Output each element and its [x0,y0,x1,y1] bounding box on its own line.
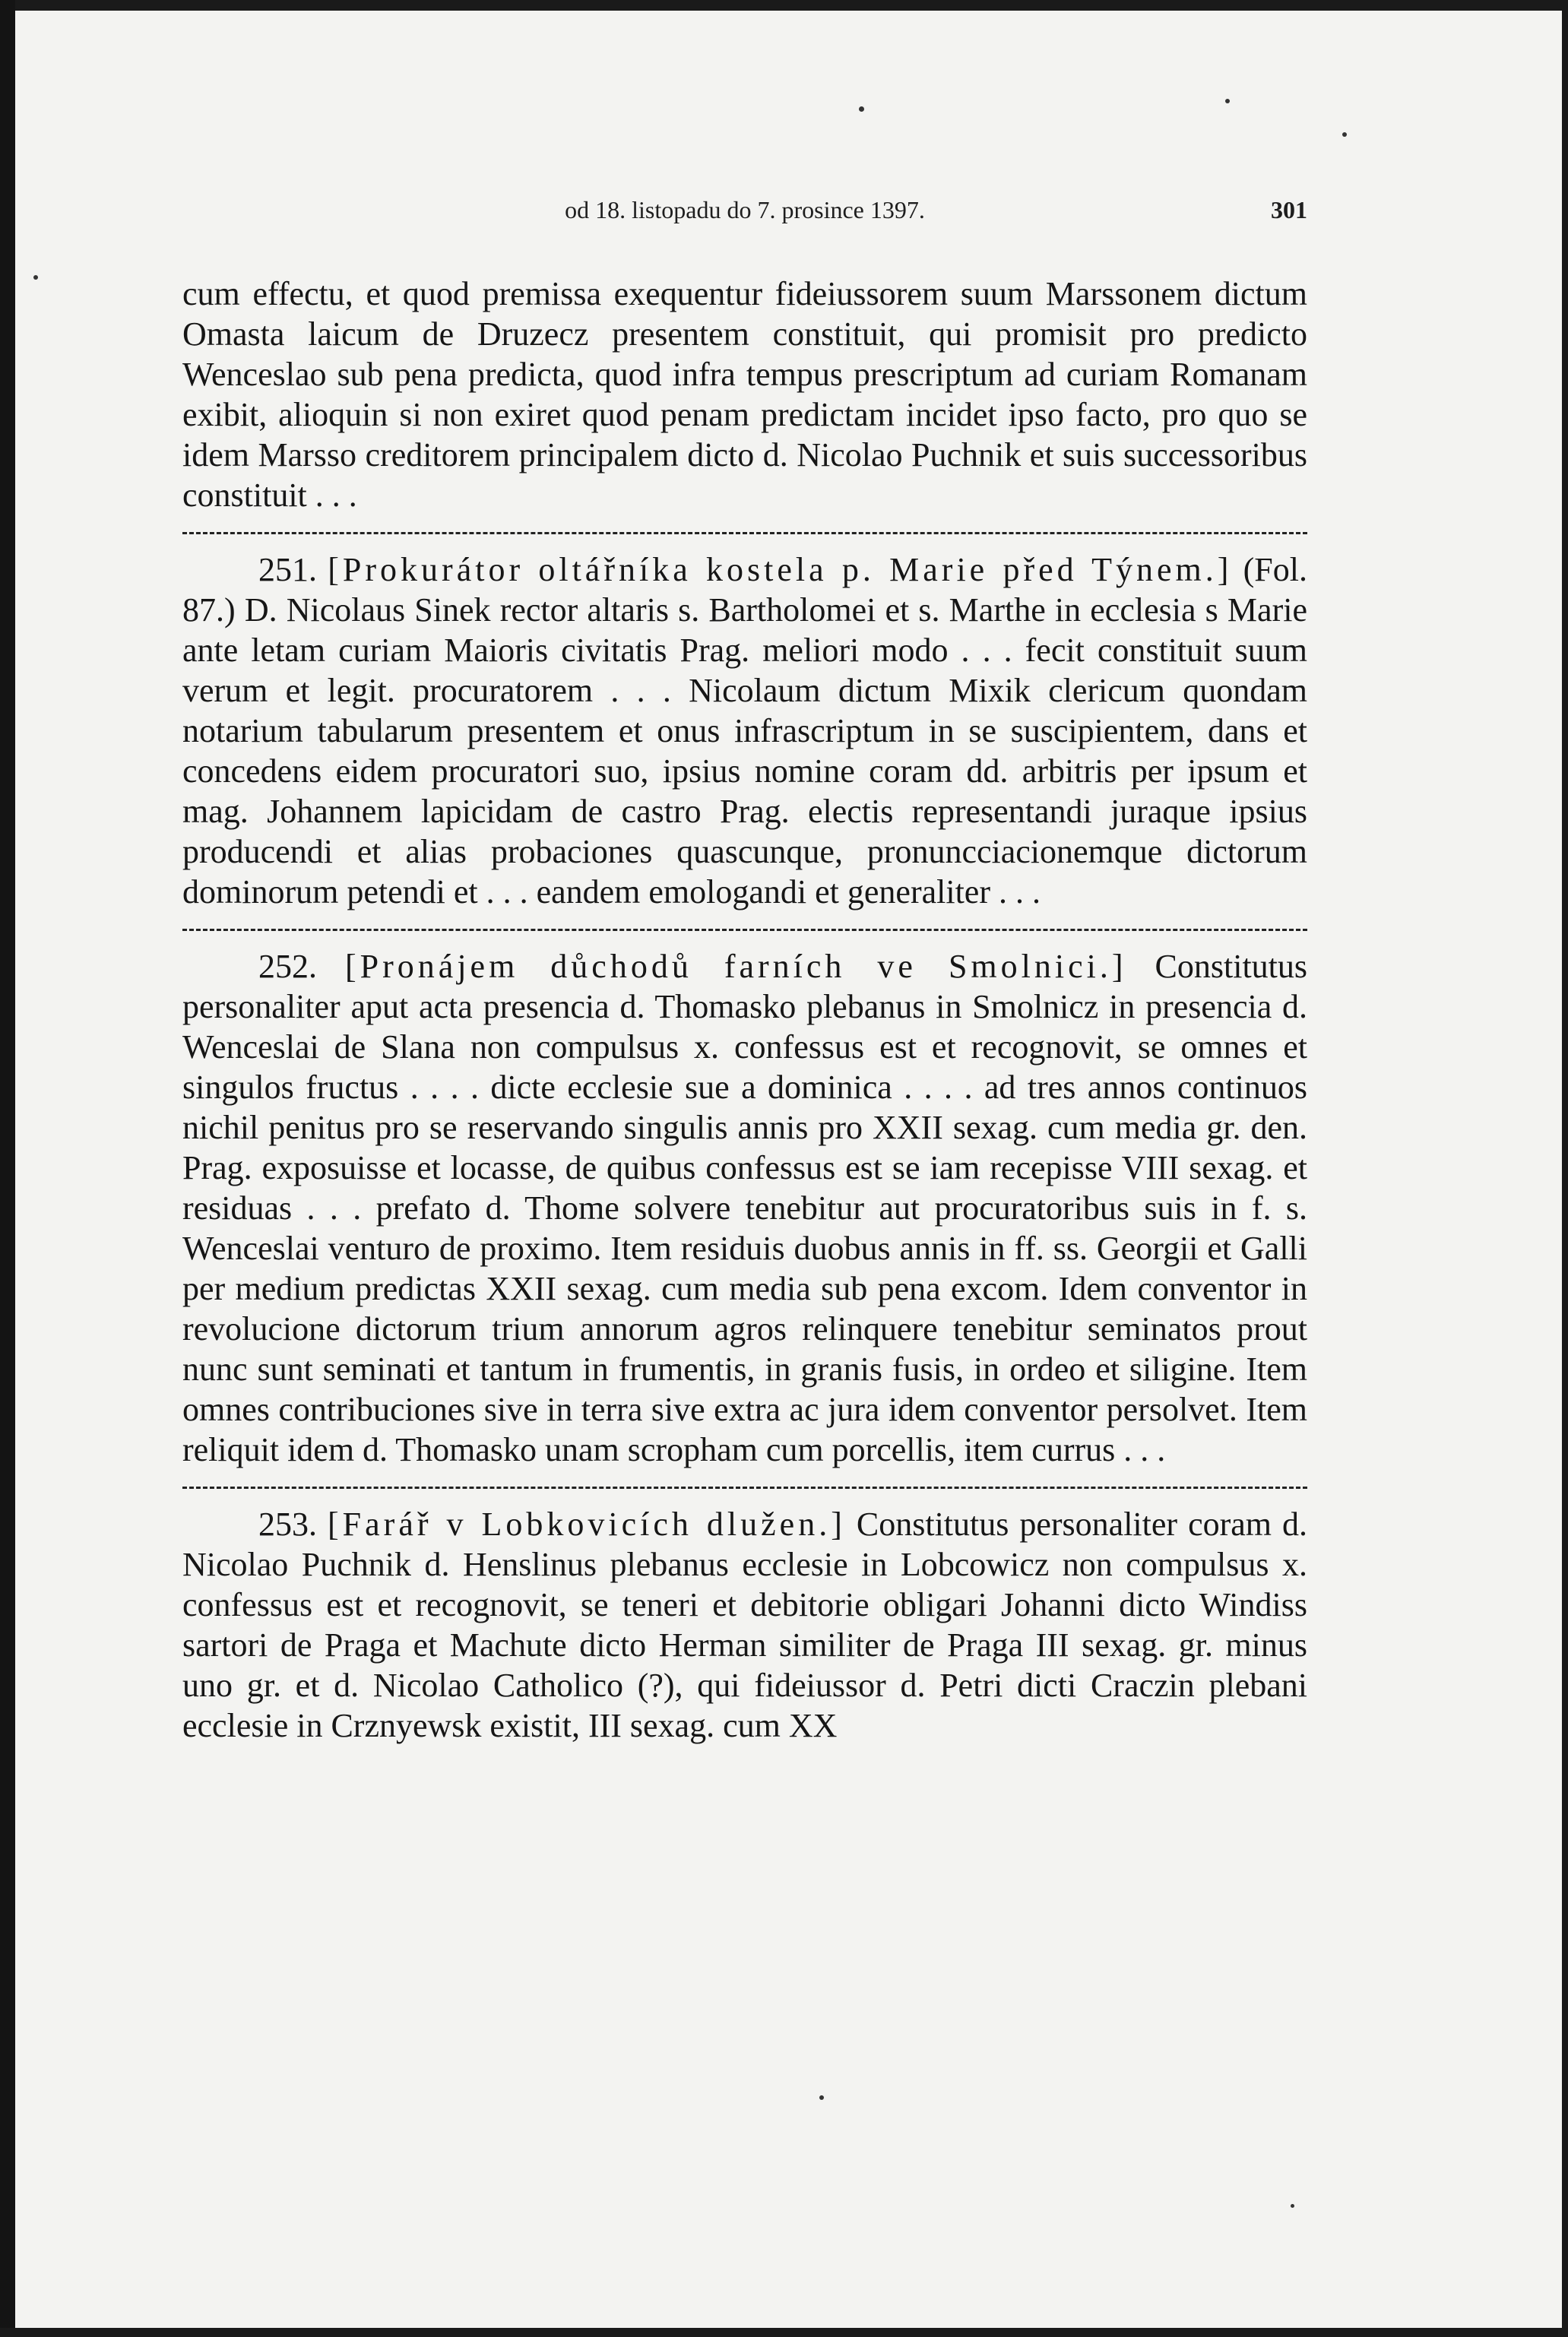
entry-number: 253. [258,1506,317,1543]
dashed-separator [182,532,1307,534]
entry-text: Constitutus personaliter aput acta presencia d. Thomasko plebanus in Smolnicz in presencia d. Wenceslai de Slana non compulsus x. confessus est et recognovit, se omnes et singulos fructus . . . . dicte ecclesie sue a dominica . . . . ad tres annos continuos nichil penitus pro se reservando singulis annis pro XXII sexag. cum media gr. den. Prag. exposuisse et locasse, de quibus confessus est se iam recepisse VIII sexag. et residuas . . . prefato d. Thome solvere tenebitur aut procuratoribus suis in f. s. Wenceslai venturo de proximo. Item residuis duobus annis in ff. ss. Georgii et Galli per medium predictas XXII sexag. cum media sub pena excom. Idem conventor in revolucione dictorum trium annorum agros relinquere tenebitur seminatos prout nunc sunt seminati et tantum in frumentis, in granis fusis, in ordeo et siligine. Item omnes contribuciones sive in terra sive extra ac jura idem conventor persolvet. Item reliquit idem d. Thomasko unam scropham cum porcellis, item currus . . . [182,948,1308,1468]
continuation-paragraph: cum effectu, et quod premissa exequentur fideiussorem suum Marssonem dictum Omasta laicum de Druzecz presentem constituit, qui promisit pro predicto Wenceslao sub pena predicta, quod infra tempus prescriptum ad curiam Romanam exibit, alioquin si non exiret quod penam predictam incidet ipso facto, pro quo se idem Marsso creditorem principalem dicto d. Nicolao Puchnik et suis successoribus constituit . . . [182,275,1307,514]
running-title: od 18. listopadu do 7. prosince 1397. [565,196,925,223]
entry-heading: [Farář v Lobkovicích dlužen.] [328,1506,846,1543]
scan-edge-top [0,0,1568,11]
entry-text: Constitutus personaliter coram d. Nicolao Puchnik d. Henslinus plebanus ecclesie in Lobcowicz non compulsus x. confessus est et recognovit, se teneri et debitorie obligari Johanni dicto Windiss sartori de Praga et Machute dicto Herman similiter de Praga III sexag. gr. minus uno gr. et d. Nicolao Catholico (?), qui fideiussor d. Petri dicti Craczin plebani ecclesie in Crznyewsk existit, III sexag. cum XX [182,1506,1308,1744]
dashed-separator [182,1487,1307,1489]
entry-number: 251. [258,551,317,588]
scan-speck [859,106,864,112]
page-number: 301 [1271,196,1307,223]
folio-reference: (Fol. 87.) [182,551,1308,629]
scan-speck [1225,99,1230,103]
scan-speck [1291,2204,1294,2208]
scan-edge-right [1562,0,1568,2337]
page-body [182,274,1307,1746]
entry-251 [182,549,1307,912]
entry-253 [182,1504,1307,1746]
entry-text: D. Nicolaus Sinek rector altaris s. Bartholomei et s. Marthe in ecclesia s Marie ante letam curiam Maioris civitatis Prag. meliori modo . . . fecit constituit suum verum et legit. procuratorem . . . Nicolaum dictum Mixik clericum quondam notarium tabularum presentem et onus infrascriptum in se suscipientem, dans et concedens eidem procuratori suo, ipsius nomine coram dd. arbitris per ipsum et mag. Johannem lapicidam de castro Prag. electis representandi juraque ipsius producendi et alias probaciones quascunque, pronuncciacionemque dictorum dominorum petendi et . . . eandem emologandi et generaliter . . . [182,591,1307,910]
dashed-separator [182,929,1307,931]
scan-edge-bottom [0,2328,1568,2337]
scan-speck [819,2095,824,2100]
scan-speck [1342,132,1347,137]
scan-edge-left [0,0,15,2337]
scan-speck [33,275,38,280]
entry-heading: [Prokurátor oltářníka kostela p. Marie před Týnem.] [328,551,1233,588]
entry-252 [182,946,1307,1470]
entry-number: 252. [258,948,317,985]
entry-heading: [Pronájem důchodů farních ve Smolnici.] [345,948,1127,985]
